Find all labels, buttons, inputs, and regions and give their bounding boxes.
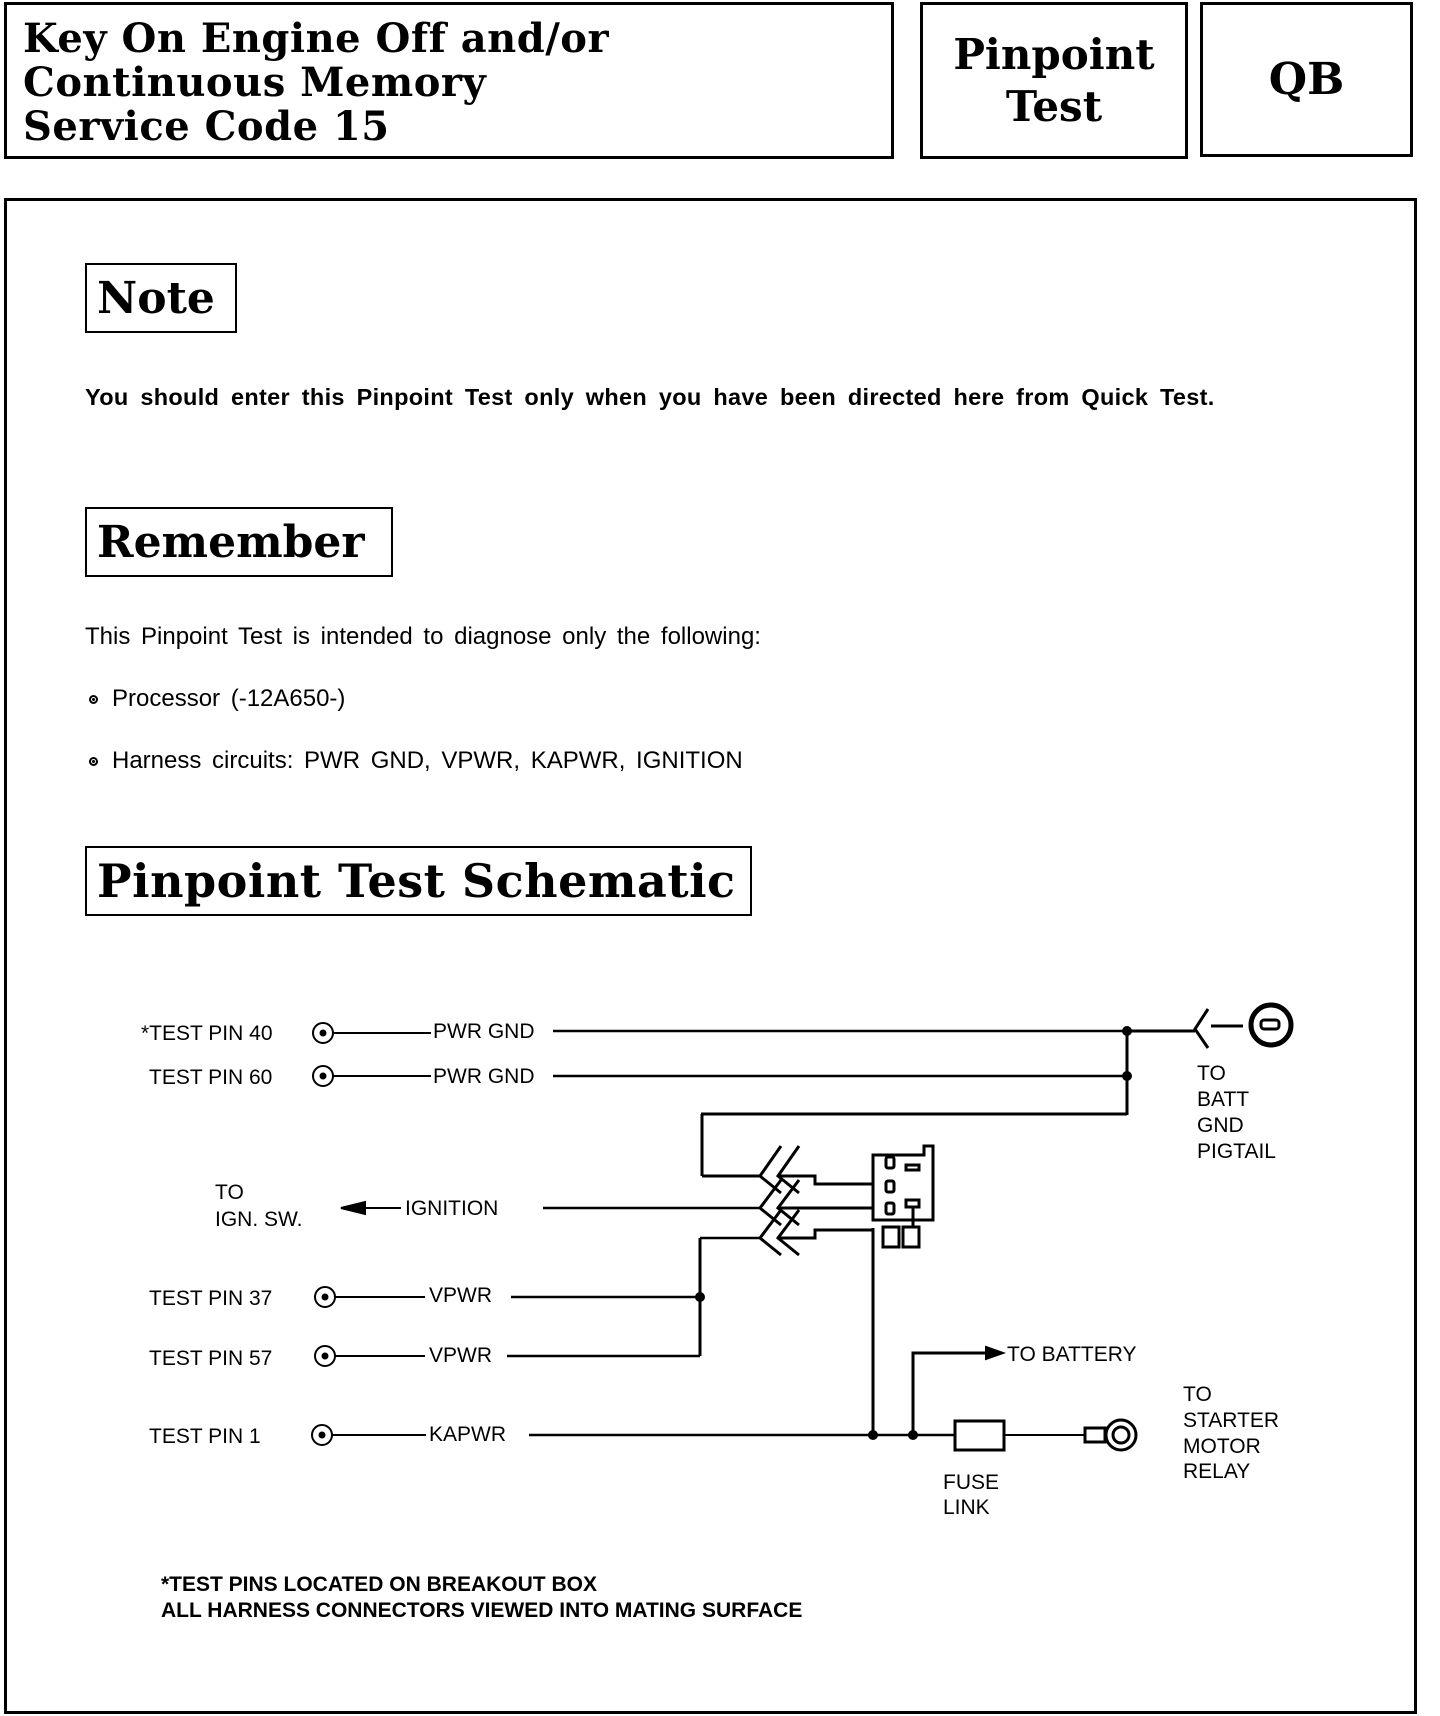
list-item-text: Processor (-12A650-) bbox=[112, 685, 346, 712]
circuit-label: VPWR bbox=[429, 1344, 492, 1367]
batt-gnd-label: TO bbox=[1197, 1062, 1226, 1085]
circuit-label: KAPWR bbox=[429, 1423, 507, 1446]
fuse-link-icon bbox=[955, 1421, 1004, 1450]
starter-label: RELAY bbox=[1183, 1460, 1251, 1483]
test-code-box bbox=[1200, 2, 1413, 157]
to-battery-label: TO BATTERY bbox=[1007, 1343, 1137, 1366]
circuit-label: PWR GND bbox=[433, 1020, 535, 1043]
title-line-3: Service Code 15 bbox=[23, 103, 390, 150]
footnote: *TEST PINS LOCATED ON BREAKOUT BOX bbox=[161, 1573, 597, 1596]
title-box bbox=[4, 2, 894, 159]
starter-label: TO bbox=[1183, 1383, 1212, 1406]
fuse-label: LINK bbox=[943, 1496, 990, 1519]
main-content bbox=[4, 198, 1417, 1714]
batt-gnd-label: PIGTAIL bbox=[1197, 1140, 1276, 1163]
footnote: ALL HARNESS CONNECTORS VIEWED INTO MATING SURFACE bbox=[161, 1599, 803, 1622]
pin-label: TEST PIN 1 bbox=[149, 1425, 261, 1448]
processor-connector-icon bbox=[873, 1146, 933, 1247]
test-pin-terminal-icon bbox=[312, 1023, 335, 1445]
test-type-label bbox=[953, 29, 1154, 133]
wiring-schematic bbox=[7, 201, 1417, 1713]
title-line-1: Key On Engine Off and/or bbox=[23, 15, 610, 62]
batt-gnd-label: BATT bbox=[1197, 1088, 1250, 1111]
test-code: QB bbox=[1268, 54, 1345, 105]
fuse-label: FUSE bbox=[943, 1471, 1000, 1494]
pin-label: TEST PIN 60 bbox=[149, 1066, 273, 1089]
list-item-text: Harness circuits: PWR GND, VPWR, KAPWR, IGNITION bbox=[112, 747, 743, 774]
note-heading-text: Note bbox=[97, 272, 215, 324]
schematic-heading-text: Pinpoint Test Schematic bbox=[97, 854, 736, 908]
pin-label: TEST PIN 57 bbox=[149, 1347, 273, 1370]
circuit-label: PWR GND bbox=[433, 1065, 535, 1088]
page-title bbox=[23, 17, 609, 149]
remember-heading-text: Remember bbox=[97, 516, 365, 568]
pin-label: TEST PIN 37 bbox=[149, 1287, 273, 1310]
pin-label: *TEST PIN 40 bbox=[141, 1022, 273, 1045]
title-line-2: Continuous Memory bbox=[23, 59, 487, 106]
remember-intro: This Pinpoint Test is intended to diagnose only the following: bbox=[85, 623, 761, 650]
test-type-box bbox=[920, 2, 1188, 159]
circuit-label: VPWR bbox=[429, 1284, 492, 1307]
note-text: You should enter this Pinpoint Test only when you have been directed here from Quick Test. bbox=[85, 384, 1215, 410]
circuit-label: IGNITION bbox=[405, 1197, 499, 1220]
test-type-line-2: Test bbox=[1005, 81, 1103, 131]
batt-gnd-label: GND bbox=[1197, 1114, 1244, 1137]
ign-dest-label: TO bbox=[215, 1181, 244, 1204]
ring-terminal-icon bbox=[1085, 1420, 1136, 1450]
ign-dest-label: IGN. SW. bbox=[215, 1208, 303, 1231]
starter-label: MOTOR bbox=[1183, 1435, 1261, 1458]
starter-label: STARTER bbox=[1183, 1409, 1280, 1432]
test-type-line-1: Pinpoint bbox=[953, 29, 1155, 79]
